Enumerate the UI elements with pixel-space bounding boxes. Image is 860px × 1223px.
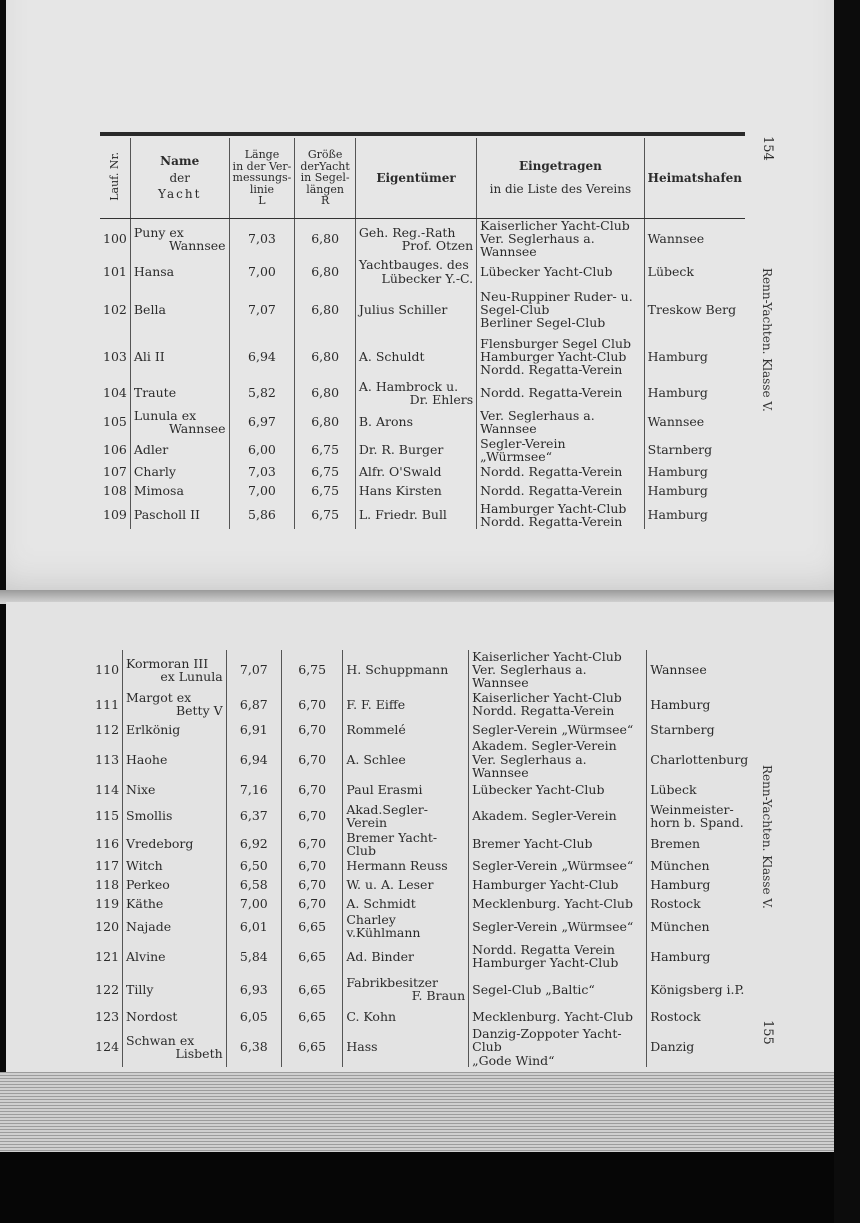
owner: Akad.Segler-Verein bbox=[343, 801, 469, 831]
size-value: 6,80 bbox=[295, 407, 356, 437]
row-number: 122 bbox=[95, 981, 120, 997]
owner: W. u. A. Leser bbox=[343, 875, 469, 895]
header-name: Name der Yacht bbox=[130, 138, 229, 219]
row-number: 120 bbox=[95, 918, 120, 934]
club: Danzig-Zoppoter Yacht-Club „Gode Wind“ bbox=[469, 1027, 647, 1066]
owner: Charley v.Kühlmann bbox=[343, 913, 469, 939]
row-number: 118 bbox=[95, 877, 120, 893]
table-row bbox=[100, 335, 745, 379]
club: Kaiserlicher Yacht-Club Ver. Seglerhaus a. Wannsee bbox=[469, 650, 647, 689]
length-value: 6,58 bbox=[226, 875, 281, 895]
size-value: 6,75 bbox=[281, 650, 342, 689]
home-port: Rostock bbox=[647, 1005, 752, 1027]
home-port: Weinmeister- horn b. Spand. bbox=[647, 801, 752, 831]
club: Mecklenburg. Yacht-Club bbox=[469, 1005, 647, 1027]
size-value: 6,65 bbox=[281, 913, 342, 939]
table-row bbox=[92, 1005, 752, 1027]
yacht-name: Margot ex Betty V bbox=[123, 689, 227, 719]
table-row bbox=[92, 779, 752, 801]
table-row bbox=[92, 973, 752, 1005]
row-number: 100 bbox=[103, 231, 127, 247]
club: Akadem. Segler-Verein bbox=[469, 801, 647, 831]
page-number-upper: 154 bbox=[760, 136, 775, 161]
home-port: Danzig bbox=[647, 1027, 752, 1066]
club: Hamburger Yacht-Club bbox=[469, 875, 647, 895]
table-row bbox=[100, 285, 745, 335]
yacht-name: Najade bbox=[123, 913, 227, 939]
yacht-name: Ali II bbox=[130, 335, 229, 379]
length-value: 6,94 bbox=[226, 739, 281, 778]
home-port: München bbox=[647, 857, 752, 875]
length-value: 7,00 bbox=[229, 258, 295, 284]
row-number: 111 bbox=[95, 696, 120, 712]
owner: Hans Kirsten bbox=[355, 481, 476, 501]
table-top-rule bbox=[100, 132, 745, 136]
length-value: 6,05 bbox=[226, 1005, 281, 1027]
table-row bbox=[100, 437, 745, 463]
club: Akadem. Segler-Verein Ver. Seglerhaus a. Wannsee bbox=[469, 739, 647, 778]
yacht-name: Haohe bbox=[123, 739, 227, 778]
home-port: Hamburg bbox=[644, 501, 745, 529]
row-number: 108 bbox=[103, 483, 127, 499]
home-port: Starnberg bbox=[647, 719, 752, 739]
size-value: 6,65 bbox=[281, 939, 342, 973]
row-number: 105 bbox=[103, 414, 127, 430]
owner: Hermann Reuss bbox=[343, 857, 469, 875]
header-club: Eingetragen in die Liste des Vereins bbox=[477, 138, 644, 219]
club: Neu-Ruppiner Ruder- u. Segel-Club Berliner Segel-Club bbox=[477, 285, 644, 335]
row-number: 121 bbox=[95, 948, 120, 964]
row-number: 106 bbox=[103, 442, 127, 458]
owner: Paul Erasmi bbox=[343, 779, 469, 801]
home-port: Hamburg bbox=[647, 689, 752, 719]
yacht-name: Nixe bbox=[123, 779, 227, 801]
size-value: 6,75 bbox=[295, 463, 356, 481]
header-nr: Lauf. Nr. bbox=[100, 138, 130, 219]
club: Nordd. Regatta Verein Hamburger Yacht-Club bbox=[469, 939, 647, 973]
club: Segler-Verein „Würmsee“ bbox=[469, 857, 647, 875]
home-port: Wannsee bbox=[647, 650, 752, 689]
club: Ver. Seglerhaus a. Wannsee bbox=[477, 407, 644, 437]
table-row bbox=[100, 379, 745, 407]
table-row bbox=[92, 913, 752, 939]
home-port: Wannsee bbox=[644, 219, 745, 259]
size-value: 6,70 bbox=[281, 831, 342, 857]
yacht-name: Kormoran III ex Lunula bbox=[123, 650, 227, 689]
row-number: 117 bbox=[95, 858, 120, 874]
table-row bbox=[100, 219, 745, 259]
yacht-name: Adler bbox=[130, 437, 229, 463]
club: Segler-Verein „Würmsee“ bbox=[469, 913, 647, 939]
yacht-name: Pascholl II bbox=[130, 501, 229, 529]
owner: Alfr. O'Swald bbox=[355, 463, 476, 481]
size-value: 6,70 bbox=[281, 739, 342, 778]
length-value: 5,84 bbox=[226, 939, 281, 973]
length-value: 7,07 bbox=[229, 285, 295, 335]
size-value: 6,80 bbox=[295, 285, 356, 335]
table-row bbox=[92, 650, 752, 689]
owner: Yachtbauges. des Lübecker Y.-C. bbox=[355, 258, 476, 284]
yacht-name: Tilly bbox=[123, 973, 227, 1005]
yacht-name: Alvine bbox=[123, 939, 227, 973]
owner: Fabrikbesitzer F. Braun bbox=[343, 973, 469, 1005]
row-number: 110 bbox=[95, 662, 120, 678]
owner: B. Arons bbox=[355, 407, 476, 437]
length-value: 7,07 bbox=[226, 650, 281, 689]
header-size: Größe derYacht in Segel- längen R bbox=[295, 138, 356, 219]
club: Segler-Verein „Würmsee“ bbox=[477, 437, 644, 463]
row-number: 109 bbox=[103, 507, 127, 523]
home-port: Hamburg bbox=[644, 481, 745, 501]
yacht-table-lower bbox=[92, 650, 752, 1067]
yacht-name: Puny ex Wannsee bbox=[130, 219, 229, 259]
length-value: 6,01 bbox=[226, 913, 281, 939]
yacht-name: Traute bbox=[130, 379, 229, 407]
owner: Julius Schiller bbox=[355, 285, 476, 335]
owner: A. Schuldt bbox=[355, 335, 476, 379]
row-number: 114 bbox=[95, 782, 120, 798]
club: Mecklenburg. Yacht-Club bbox=[469, 895, 647, 913]
size-value: 6,80 bbox=[295, 335, 356, 379]
length-value: 6,91 bbox=[226, 719, 281, 739]
home-port: Charlottenburg bbox=[647, 739, 752, 778]
club: Bremer Yacht-Club bbox=[469, 831, 647, 857]
size-value: 6,75 bbox=[295, 501, 356, 529]
size-value: 6,70 bbox=[281, 875, 342, 895]
yacht-name: Käthe bbox=[123, 895, 227, 913]
length-value: 7,00 bbox=[226, 895, 281, 913]
table-row bbox=[92, 831, 752, 857]
length-value: 6,00 bbox=[229, 437, 295, 463]
side-title-upper: Renn-Yachten. Klasse V. bbox=[760, 268, 774, 412]
club: Hamburger Yacht-Club Nordd. Regatta-Verein bbox=[477, 501, 644, 529]
owner: Dr. R. Burger bbox=[355, 437, 476, 463]
size-value: 6,70 bbox=[281, 779, 342, 801]
background-bottom bbox=[0, 1152, 860, 1223]
home-port: Lübeck bbox=[647, 779, 752, 801]
row-number: 107 bbox=[103, 464, 127, 480]
table-row bbox=[92, 739, 752, 778]
row-number: 112 bbox=[95, 721, 120, 737]
home-port: Starnberg bbox=[644, 437, 745, 463]
size-value: 6,70 bbox=[281, 719, 342, 739]
yacht-name: Nordost bbox=[123, 1005, 227, 1027]
size-value: 6,80 bbox=[295, 219, 356, 259]
yacht-name: Charly bbox=[130, 463, 229, 481]
yacht-name: Witch bbox=[123, 857, 227, 875]
row-number: 103 bbox=[103, 349, 127, 365]
size-value: 6,70 bbox=[281, 689, 342, 719]
yacht-name: Lunula ex Wannsee bbox=[130, 407, 229, 437]
row-number: 116 bbox=[95, 836, 120, 852]
table-row bbox=[92, 689, 752, 719]
table-row bbox=[100, 481, 745, 501]
length-value: 6,92 bbox=[226, 831, 281, 857]
size-value: 6,80 bbox=[295, 258, 356, 284]
club: Flensburger Segel Club Hamburger Yacht-Club Nordd. Regatta-Verein bbox=[477, 335, 644, 379]
table-row bbox=[100, 407, 745, 437]
home-port: Hamburg bbox=[644, 379, 745, 407]
owner: Rommelé bbox=[343, 719, 469, 739]
yacht-name: Schwan ex Lisbeth bbox=[123, 1027, 227, 1066]
home-port: Wannsee bbox=[644, 407, 745, 437]
size-value: 6,75 bbox=[295, 481, 356, 501]
owner: Ad. Binder bbox=[343, 939, 469, 973]
row-number: 115 bbox=[95, 808, 120, 824]
header-length: Länge in der Ver- messungs- linie L bbox=[229, 138, 295, 219]
page-edges bbox=[0, 1072, 860, 1152]
yacht-name: Bella bbox=[130, 285, 229, 335]
table-row bbox=[92, 939, 752, 973]
row-number: 119 bbox=[95, 896, 120, 912]
owner: A. Hambrock u. Dr. Ehlers bbox=[355, 379, 476, 407]
home-port: Bremen bbox=[647, 831, 752, 857]
home-port: Königsberg i.P. bbox=[647, 973, 752, 1005]
size-value: 6,70 bbox=[281, 895, 342, 913]
yacht-name: Smollis bbox=[123, 801, 227, 831]
length-value: 6,94 bbox=[229, 335, 295, 379]
header-home: Heimatshafen bbox=[644, 138, 745, 219]
club: Segel-Club „Baltic“ bbox=[469, 973, 647, 1005]
length-value: 5,86 bbox=[229, 501, 295, 529]
table-row bbox=[100, 501, 745, 529]
row-number: 101 bbox=[103, 263, 127, 279]
table-row bbox=[100, 463, 745, 481]
yacht-name: Perkeo bbox=[123, 875, 227, 895]
length-value: 6,93 bbox=[226, 973, 281, 1005]
owner: L. Friedr. Bull bbox=[355, 501, 476, 529]
size-value: 6,70 bbox=[281, 801, 342, 831]
row-number: 124 bbox=[95, 1039, 120, 1055]
home-port: München bbox=[647, 913, 752, 939]
page-number-lower: 155 bbox=[760, 1020, 775, 1045]
length-value: 7,03 bbox=[229, 463, 295, 481]
yacht-name: Erlkönig bbox=[123, 719, 227, 739]
size-value: 6,65 bbox=[281, 1005, 342, 1027]
row-number: 123 bbox=[95, 1008, 120, 1024]
club: Lübecker Yacht-Club bbox=[477, 258, 644, 284]
length-value: 6,50 bbox=[226, 857, 281, 875]
home-port: Rostock bbox=[647, 895, 752, 913]
owner: C. Kohn bbox=[343, 1005, 469, 1027]
owner: A. Schlee bbox=[343, 739, 469, 778]
header-owner: Eigentümer bbox=[355, 138, 476, 219]
size-value: 6,80 bbox=[295, 379, 356, 407]
home-port: Hamburg bbox=[647, 939, 752, 973]
size-value: 6,65 bbox=[281, 973, 342, 1005]
length-value: 7,16 bbox=[226, 779, 281, 801]
home-port: Hamburg bbox=[644, 335, 745, 379]
club: Kaiserlicher Yacht-Club Ver. Seglerhaus a. Wannsee bbox=[477, 219, 644, 259]
size-value: 6,75 bbox=[295, 437, 356, 463]
size-value: 6,65 bbox=[281, 1027, 342, 1066]
club: Lübecker Yacht-Club bbox=[469, 779, 647, 801]
club: Nordd. Regatta-Verein bbox=[477, 379, 644, 407]
length-value: 7,00 bbox=[229, 481, 295, 501]
length-value: 5,82 bbox=[229, 379, 295, 407]
length-value: 6,97 bbox=[229, 407, 295, 437]
owner: Bremer Yacht-Club bbox=[343, 831, 469, 857]
table-row bbox=[92, 719, 752, 739]
row-number: 102 bbox=[103, 302, 127, 318]
table-row bbox=[92, 1027, 752, 1066]
row-number: 104 bbox=[103, 385, 127, 401]
home-port: Lübeck bbox=[644, 258, 745, 284]
length-value: 7,03 bbox=[229, 219, 295, 259]
length-value: 6,87 bbox=[226, 689, 281, 719]
yacht-table-upper bbox=[100, 138, 745, 529]
club: Segler-Verein „Würmsee“ bbox=[469, 719, 647, 739]
table-row bbox=[100, 258, 745, 284]
table-header bbox=[100, 138, 745, 219]
table-row bbox=[92, 857, 752, 875]
yacht-name: Hansa bbox=[130, 258, 229, 284]
home-port: Treskow Berg bbox=[644, 285, 745, 335]
club: Kaiserlicher Yacht-Club Nordd. Regatta-Verein bbox=[469, 689, 647, 719]
owner: A. Schmidt bbox=[343, 895, 469, 913]
owner: H. Schuppmann bbox=[343, 650, 469, 689]
yacht-name: Mimosa bbox=[130, 481, 229, 501]
home-port: Hamburg bbox=[647, 875, 752, 895]
yacht-name: Vredeborg bbox=[123, 831, 227, 857]
table-row bbox=[92, 875, 752, 895]
side-title-lower: Renn-Yachten. Klasse V. bbox=[760, 765, 774, 909]
owner: F. F. Eiffe bbox=[343, 689, 469, 719]
table-row bbox=[92, 895, 752, 913]
club: Nordd. Regatta-Verein bbox=[477, 481, 644, 501]
club: Nordd. Regatta-Verein bbox=[477, 463, 644, 481]
owner: Hass bbox=[343, 1027, 469, 1066]
table-row bbox=[92, 801, 752, 831]
row-number: 113 bbox=[95, 751, 120, 767]
length-value: 6,38 bbox=[226, 1027, 281, 1066]
background-right bbox=[834, 0, 860, 1223]
length-value: 6,37 bbox=[226, 801, 281, 831]
owner: Geh. Reg.-Rath Prof. Otzen bbox=[355, 219, 476, 259]
size-value: 6,70 bbox=[281, 857, 342, 875]
home-port: Hamburg bbox=[644, 463, 745, 481]
